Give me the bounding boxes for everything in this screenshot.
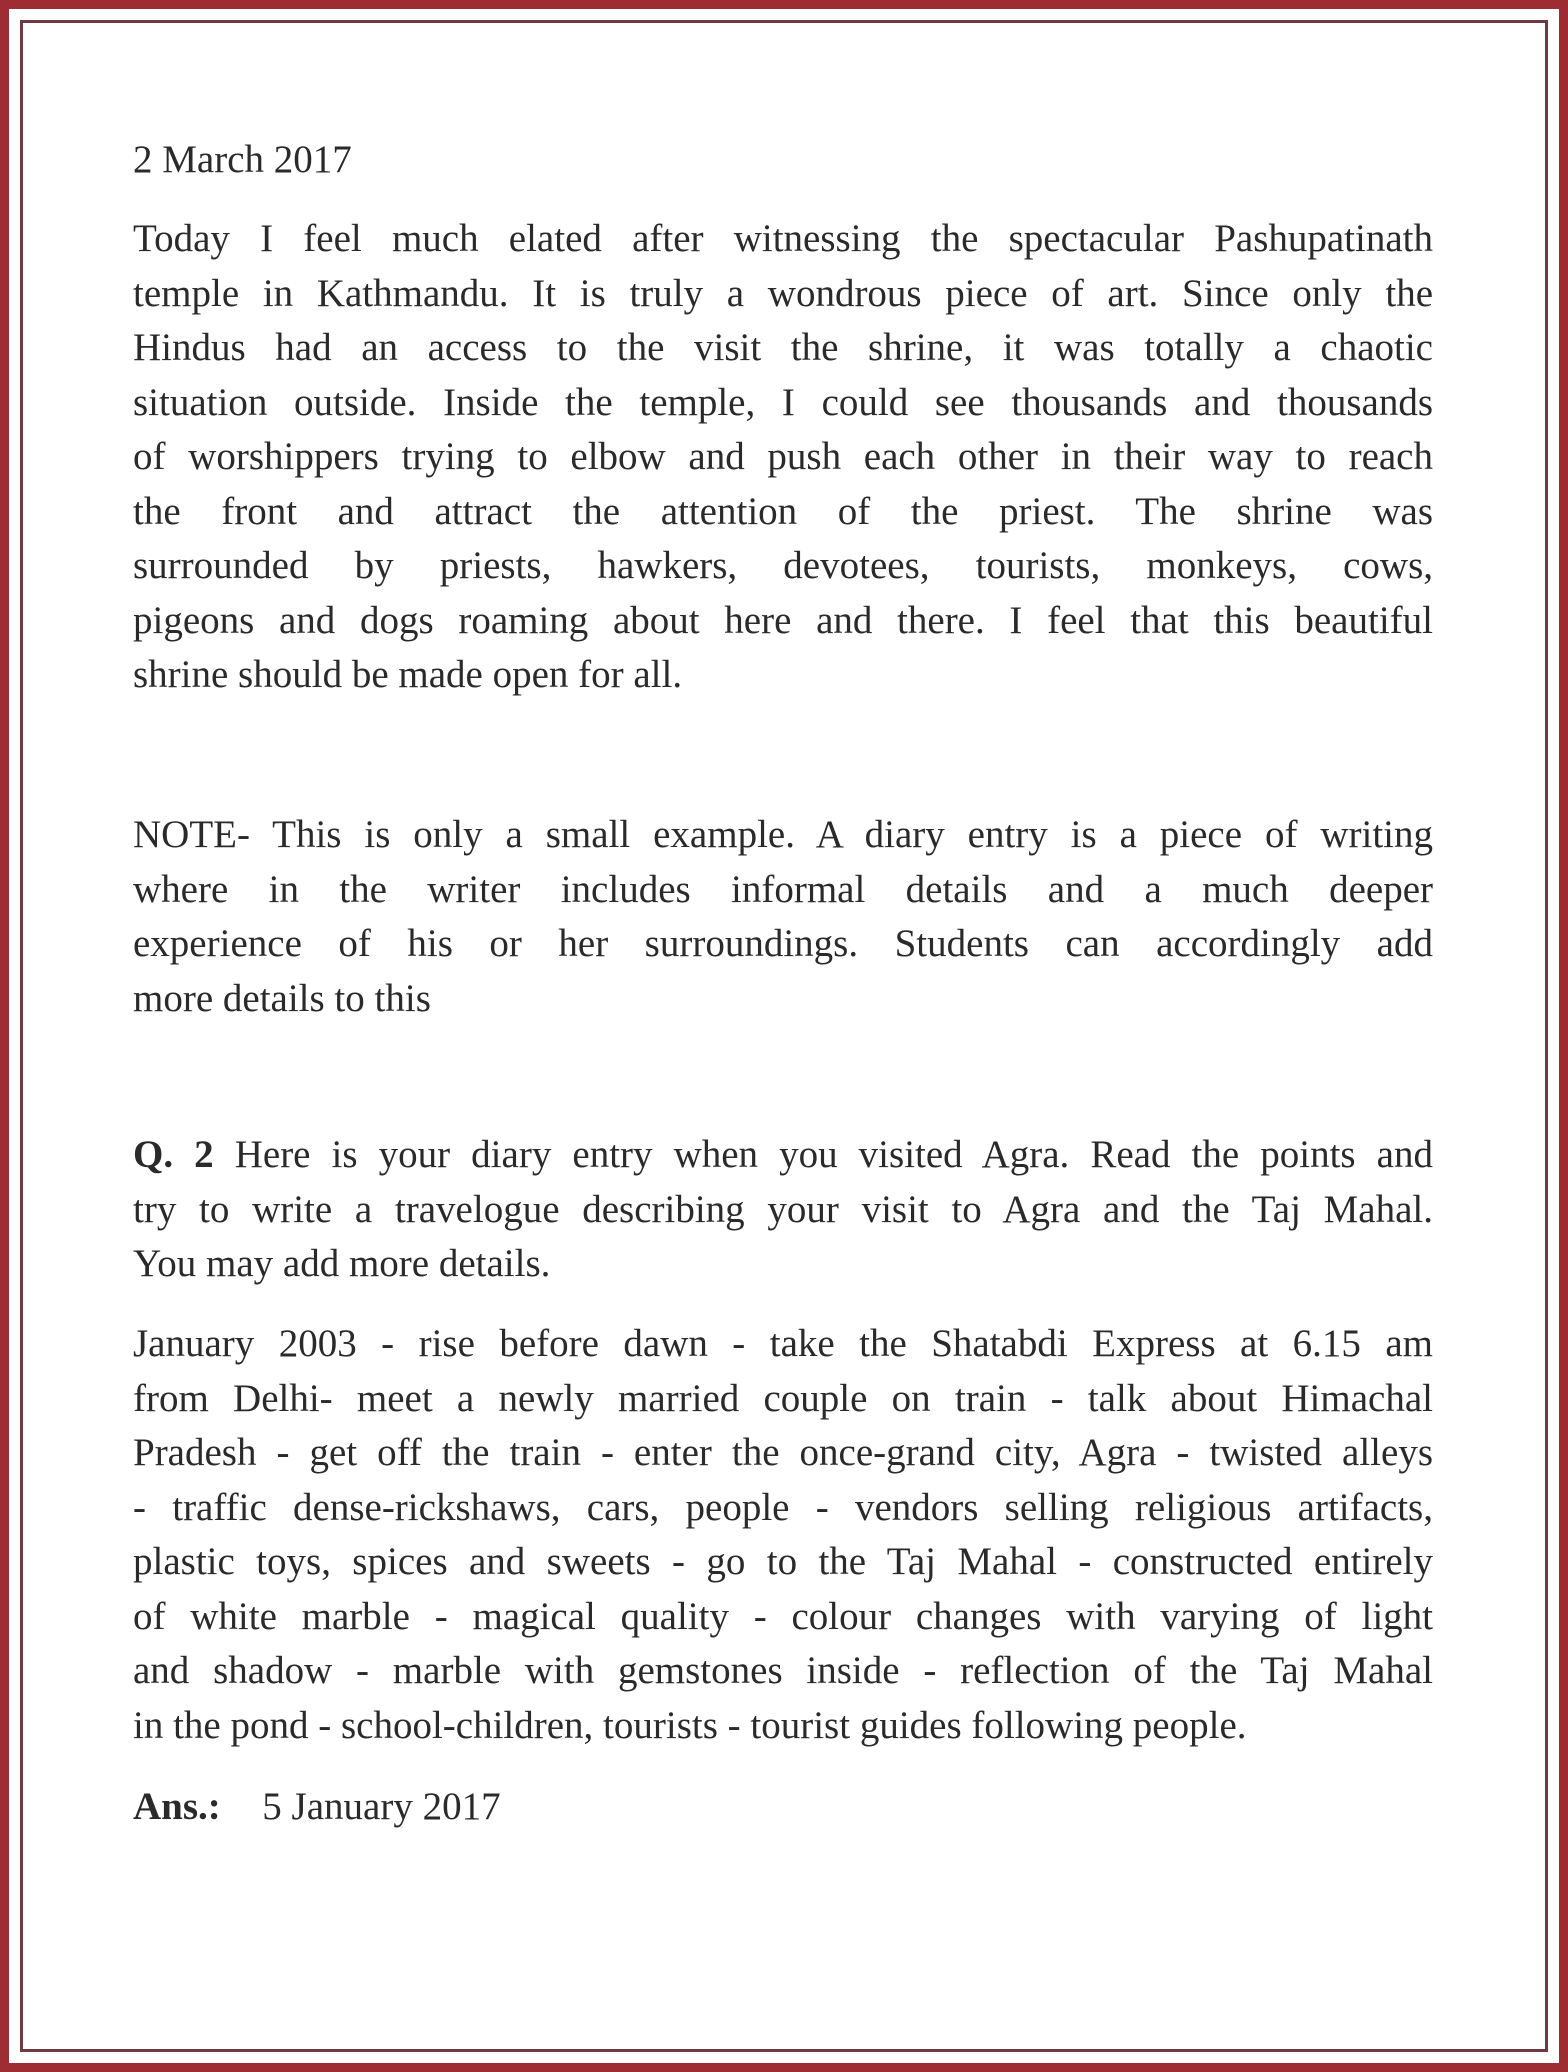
paragraph-line: the front and attract the attention of the priest. The shrine was <box>133 489 1433 533</box>
paragraph-line: temple in Kathmandu. It is truly a wondrous piece of art. Since only the <box>133 271 1433 315</box>
paragraph-line: and shadow - marble with gemstones inside - reflection of the Taj Mahal <box>133 1649 1433 1692</box>
paragraph-line: - traffic dense-rickshaws, cars, people - vendors selling religious artifacts, <box>133 1485 1433 1529</box>
paragraph-line: shrine should be made open for all. <box>133 653 683 696</box>
question-paragraph <box>133 1128 1433 1292</box>
paragraph-line: try to write a travelogue describing your visit to Agra and the Taj Mahal. <box>133 1187 1433 1231</box>
answer-label: Ans.: <box>133 1785 221 1828</box>
paragraph-line <box>133 1128 1433 1183</box>
paragraph-line: situation outside. Inside the temple, I could see thousands and thousands <box>133 380 1433 424</box>
question-text: Here is your diary entry when you visited Agra. Read the points and <box>213 1133 1433 1176</box>
paragraph-line: of white marble - magical quality - colour changes with varying of light <box>133 1594 1433 1638</box>
answer-line <box>133 1780 1433 1835</box>
diary-entry-paragraph <box>133 212 1433 703</box>
date-text: 2 March 2017 <box>133 138 352 181</box>
paragraph-line: experience of his or her surroundings. Students can accordingly add <box>133 922 1433 965</box>
paragraph-line: more details to this <box>133 976 431 1020</box>
paragraph-line: pigeons and dogs roaming about here and there. I feel that this beautiful <box>133 598 1433 642</box>
paragraph-line: You may add more details. <box>133 1242 551 1285</box>
paragraph-line: surrounded by priests, hawkers, devotees, tourists, monkeys, cows, <box>133 544 1433 587</box>
paragraph-line: of worshippers trying to elbow and push each other in their way to reach <box>133 435 1433 478</box>
paragraph-line: plastic toys, spices and sweets - go to the Taj Mahal - constructed entirely <box>133 1540 1433 1583</box>
paragraph-line: where in the writer includes informal details and a much deeper <box>133 867 1433 911</box>
paragraph-line: Today I feel much elated after witnessing the spectacular Pashupatinath <box>133 217 1433 260</box>
note-paragraph <box>133 808 1433 1026</box>
answer-date: 5 January 2017 <box>262 1785 501 1828</box>
diary-points-paragraph <box>133 1317 1433 1753</box>
paragraph-line: January 2003 - rise before dawn - take the Shatabdi Express at 6.15 am <box>133 1322 1433 1365</box>
paragraph-line: in the pond - school-children, tourists - tourist guides following people. <box>133 1703 1247 1747</box>
question-number-label: Q. 2 <box>133 1133 214 1176</box>
paragraph-line: Hindus had an access to the visit the shrine, it was totally a chaotic <box>133 326 1433 369</box>
paragraph-line: Pradesh - get off the train - enter the once-grand city, Agra - twisted alleys <box>133 1431 1433 1474</box>
paragraph-line: NOTE- This is only a small example. A diary entry is a piece of writing <box>133 813 1433 856</box>
diary-date-heading <box>133 133 1433 188</box>
paragraph-line: from Delhi- meet a newly married couple on train - talk about Himachal <box>133 1376 1433 1420</box>
